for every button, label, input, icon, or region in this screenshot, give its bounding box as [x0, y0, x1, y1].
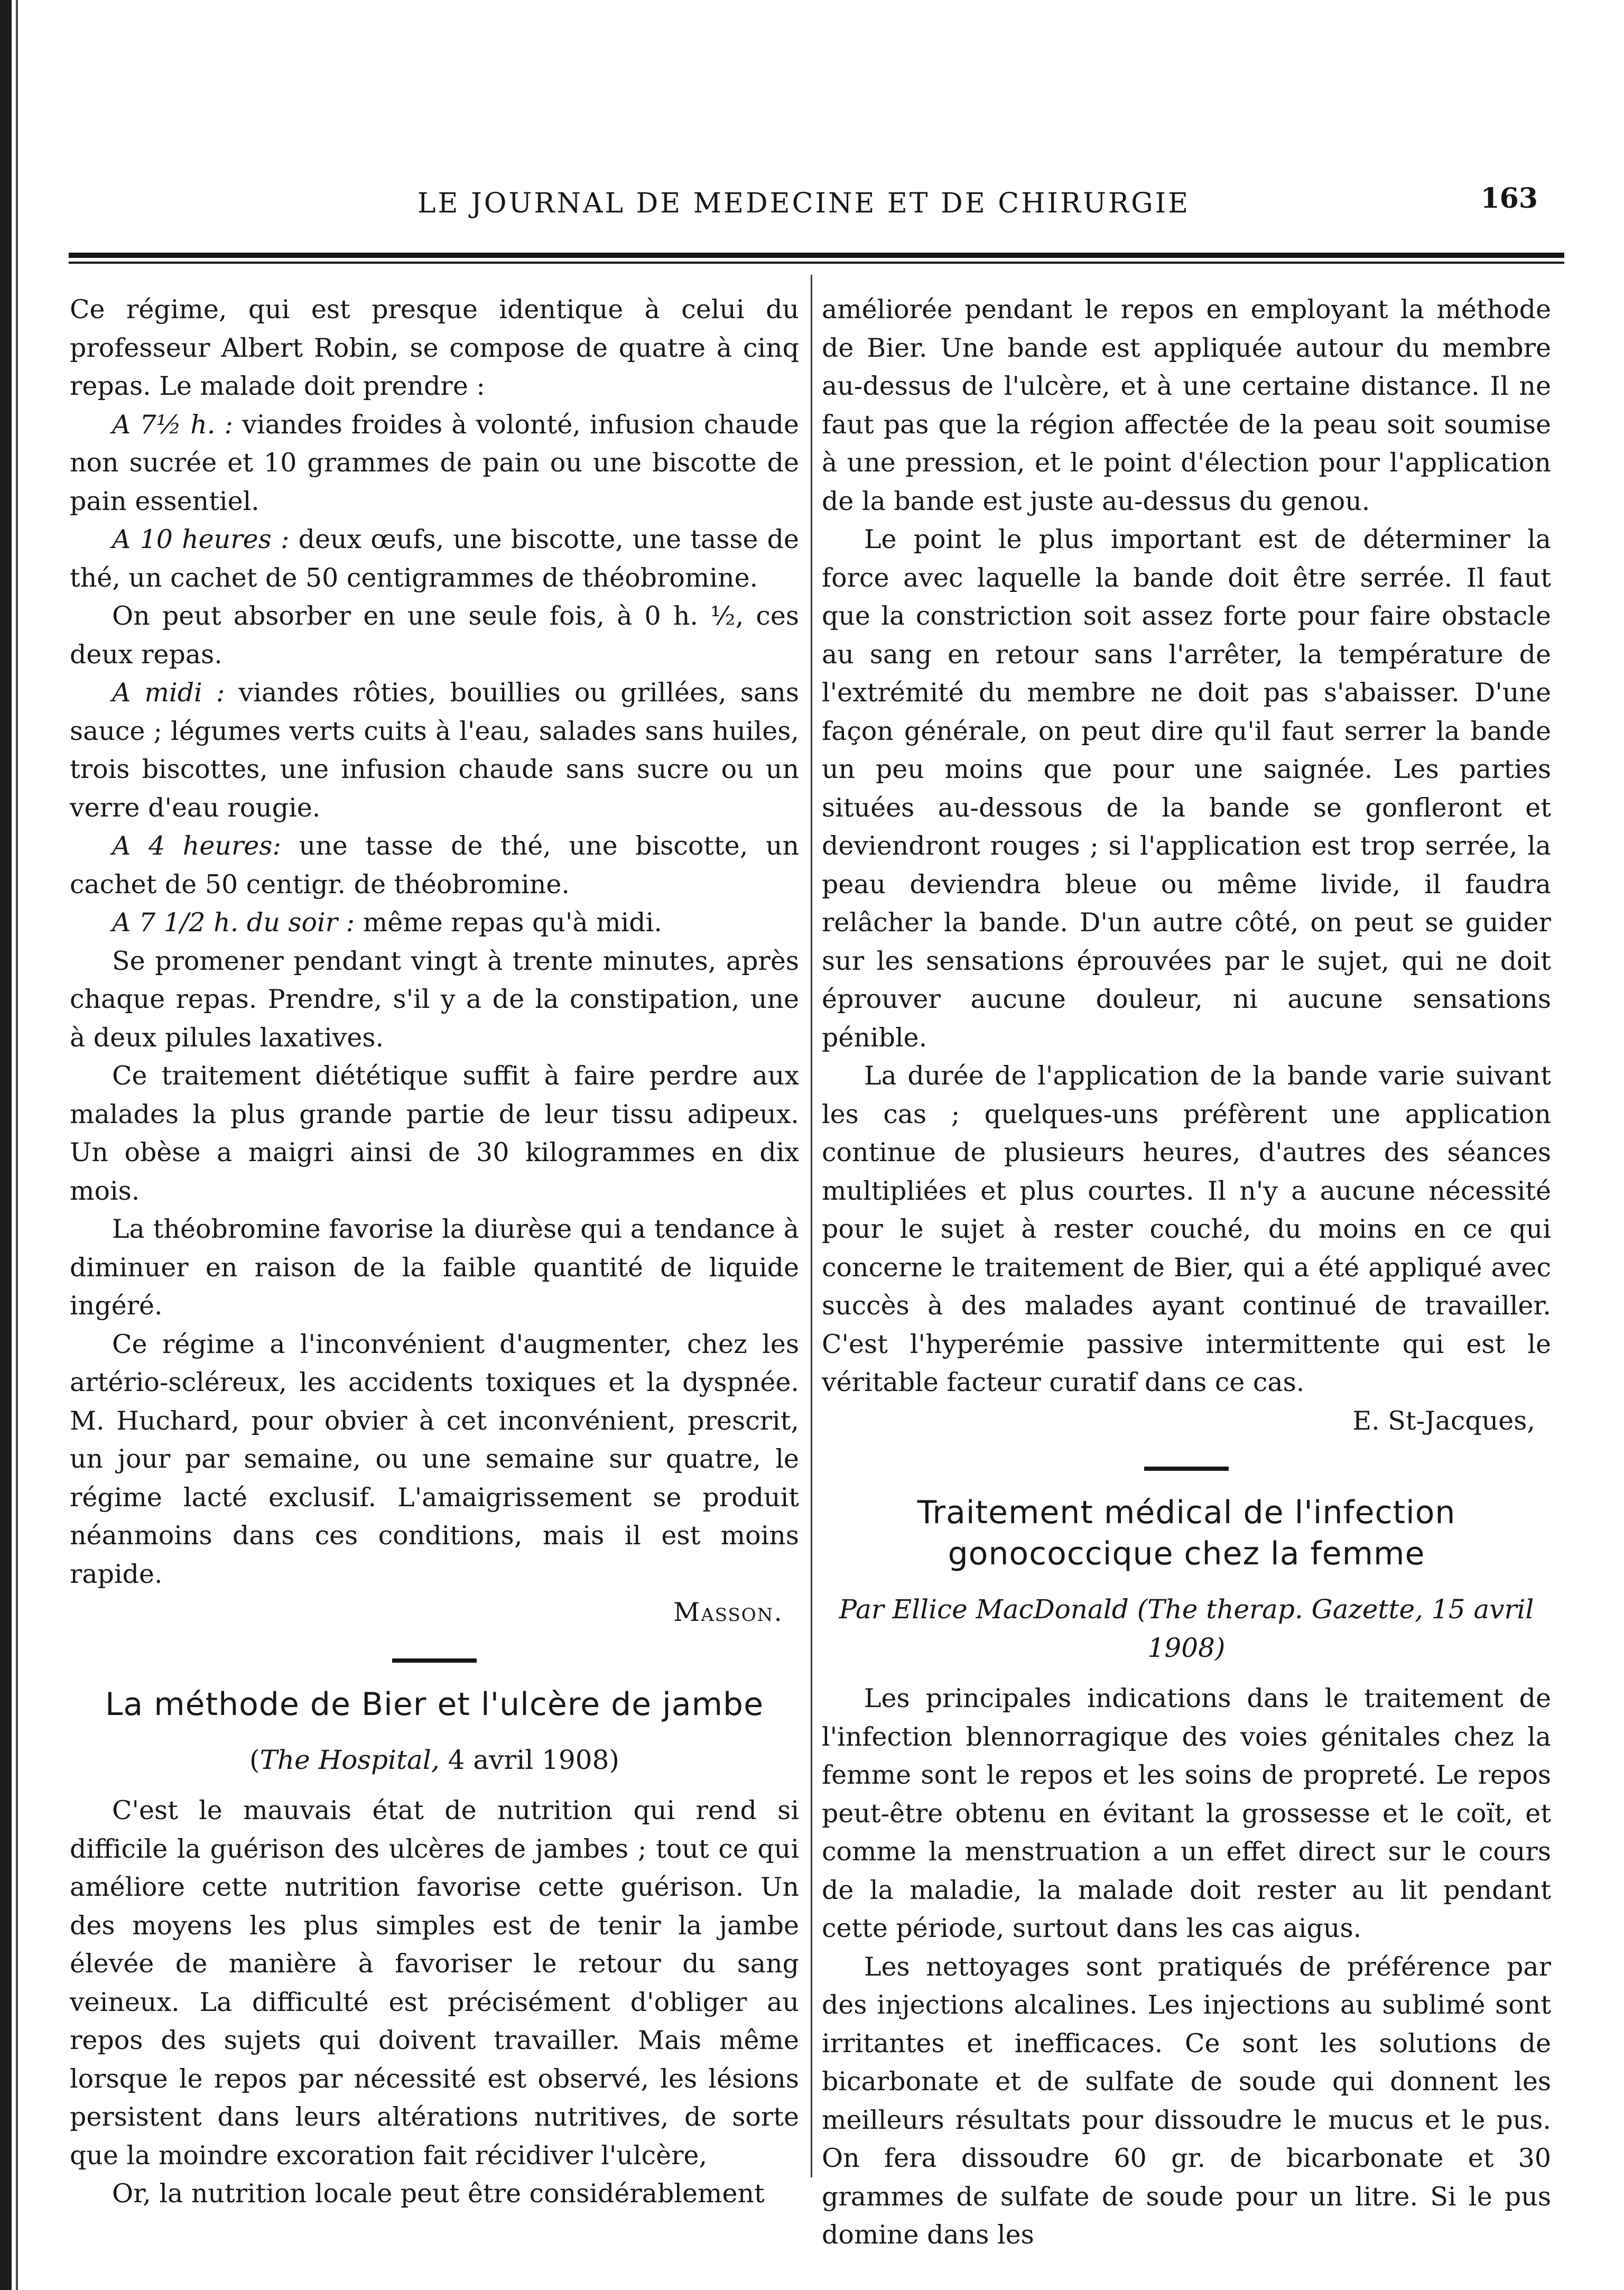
source-date: 4 avril 1908) — [439, 1744, 619, 1775]
page-number: 163 — [1480, 182, 1538, 215]
meal-text: viandes froides à volonté, infusion chaude non sucrée et 10 grammes de pain ou une biscotte de pain essentiel. — [70, 409, 799, 516]
meal-time: A midi : — [112, 678, 225, 708]
inconvenience-paragraph: Ce régime a l'inconvénient d'augmenter, chez les artério-scléreux, les accidents toxiques et la dyspnée. M. Huchard, pour obvier à cet inconvénient, prescrit, un jour par semaine, ou une semaine sur quatre, le régime lacté exclusif. L'amaigrissement se produit néanmoins dans ces conditions, mais il est moins rapide. — [70, 1329, 799, 1589]
article-title: La méthode de Bier et l'ulcère de jambe — [105, 1685, 764, 1723]
meal-noon — [70, 674, 799, 827]
diet-intro-paragraph: Ce régime, qui est presque identique à celui du professeur Albert Robin, se compose de quatre à cinq repas. Le malade doit prendre : — [70, 294, 799, 401]
source-publication: The Hospital, — [259, 1744, 440, 1775]
header-rule — [69, 253, 1564, 258]
left-column — [70, 291, 799, 2213]
combined-meals-paragraph: On peut absorber en une seule fois, à 0 h. ½, ces deux repas. — [70, 601, 799, 670]
bier-force-paragraph: Le point le plus important est de déterminer la force avec laquelle la bande doit être serrée. Il faut que la constriction soit assez forte pour faire obstacle au sang en retour sans l'arrêter, la température de l'extrémité du membre ne doit pas s'abaisser. D'une façon générale, on peut dire qu'il faut serrer la bande un peu moins que pour une saignée. Les parties situées au-dessous de la bande se gonfleront et deviendront rouges ; si l'application est trop serrée, la peau deviendra bleue ou même livide, il faudra relâcher la bande. D'un autre côté, on peut se guider sur les sensations éprouvées par le sujet, qui ne doit éprouver aucune douleur, ni aucune sensations pénible. — [822, 524, 1551, 1053]
bier-paragraph-continued: Or, la nutrition locale peut être considérablement — [112, 2178, 765, 2209]
theobromine-paragraph: La théobromine favorise la diurèse qui a tendance à diminuer en raison de la faible quantité de liquide ingéré. — [70, 1214, 799, 1321]
article-source — [70, 1741, 799, 1779]
meal-text: une tasse de thé, une biscotte, un cachet de 50 centigr. de théobromine. — [70, 831, 800, 900]
meal-time: A 4 heures: — [112, 831, 281, 861]
bier-duration-paragraph: La durée de l'application de la bande varie suivant les cas ; quelques-uns préfèrent une application continue de plusieurs heures, d'autres des séances multipliées et plus courtes. Il n'y a aucune nécessité pour le sujet à rester couché, du moins en ce qui concerne le traitement de Bier, qui a été appliqué avec succès à des malades ayant continué de travailler. C'est l'hyperémie passive intermittente qui est le véritable facteur curatif dans ce cas. — [822, 1061, 1551, 1397]
bier-paragraph: C'est le mauvais état de nutrition qui rend si difficile la guérison des ulcères de jambes ; tout ce qui améliore cette nutrition favorise cette guérison. Un des moyens les plus simples est de tenir la jambe élevée de manière à favoriser le retour du sang veineux. La difficulté est précisément d'obliger au repos des sujets qui doivent travailler. Mais même lorsque le repos par nécessité est observé, les lésions persistent dans leurs altérations nutritives, de sorte que la moindre excoration fait récidiver l'ulcère, — [70, 1795, 799, 2171]
meal-time: A 7 1/2 h. du soir : — [112, 907, 355, 938]
cleaning-paragraph: Les nettoyages sont pratiqués de préférence par des injections alcalines. Les injections au sublimé sont irritantes et inefficaces. Ce sont les solutions de bicarbonate et de sulfate de soude qui donnent les meilleurs résultats pour dissoudre le mucus et le pus. On fera dissoudre 60 gr. de bicarbonate et 30 grammes de sulfate de soude pour un litre. Si le pus domine dans les — [822, 1951, 1551, 2250]
article-title: Traitement médical de l'infection gonococcique chez la femme — [917, 1494, 1456, 1572]
meal-morning — [70, 406, 799, 521]
meal-time: A 10 heures : — [112, 524, 290, 554]
walk-paragraph: Se promener pendant vingt à trente minutes, après chaque repas. Prendre, s'il y a de la constipation, une à deux pilules laxatives. — [70, 945, 799, 1053]
meal-text: viandes rôties, bouillies ou grillées, sans sauce ; légumes verts cuits à l'eau, salades sans huiles, trois biscottes, une infusion chaude sans sucre ou un verre d'eau rougie. — [70, 678, 799, 823]
meal-text: deux œufs, une biscotte, une tasse de thé, un cachet de 50 centigrammes de théobromine. — [70, 524, 800, 593]
binding-edge-line — [16, 0, 18, 2290]
column-divider — [811, 275, 812, 2177]
bier-method-paragraph: améliorée pendant le repos en employant la méthode de Bier. Une bande est appliquée autour du membre au-dessus de l'ulcère, et à une certaine distance. Il ne faut pas que la région affectée de la peau soit soumise à une pression, et le point d'élection pour l'application de la bande est juste au-dessus du genou. — [822, 294, 1551, 516]
meal-four — [70, 827, 799, 904]
running-head — [74, 182, 1554, 240]
running-title: LE JOURNAL DE MEDECINE ET DE CHIRURGIE — [417, 188, 1191, 219]
source-open: ( — [249, 1744, 260, 1775]
header-rule-thin — [69, 262, 1564, 264]
meal-evening — [70, 904, 799, 942]
author-signature: Masson. — [673, 1597, 783, 1627]
section-rule — [1144, 1467, 1229, 1471]
binding-edge — [0, 0, 12, 2290]
gonococcal-paragraph: Les principales indications dans le traitement de l'infection blennorragique des voies génitales chez la femme sont le repos et les soins de propreté. Le repos peut-être obtenu en évitant la grossesse et le coït, et comme la menstruation a un effet direct sur le cours de la maladie, la malade doit rester au lit pendant cette période, surtout dans les cas aigus. — [822, 1683, 1551, 1943]
article-byline: Par Ellice MacDonald (The therap. Gazette, 15 avril 1908) — [839, 1594, 1534, 1663]
right-column — [822, 291, 1551, 2255]
section-rule — [392, 1658, 477, 1663]
meal-ten — [70, 521, 799, 597]
meal-time: A 7½ h. : — [112, 409, 234, 440]
treatment-paragraph: Ce traitement diététique suffit à faire perdre aux malades la plus grande partie de leur tissu adipeux. Un obèse a maigri ainsi de 30 kilogrammes en dix mois. — [70, 1061, 799, 1206]
meal-text: même repas qu'à midi. — [355, 907, 662, 938]
author-signature: E. St-Jacques, — [1352, 1405, 1535, 1436]
